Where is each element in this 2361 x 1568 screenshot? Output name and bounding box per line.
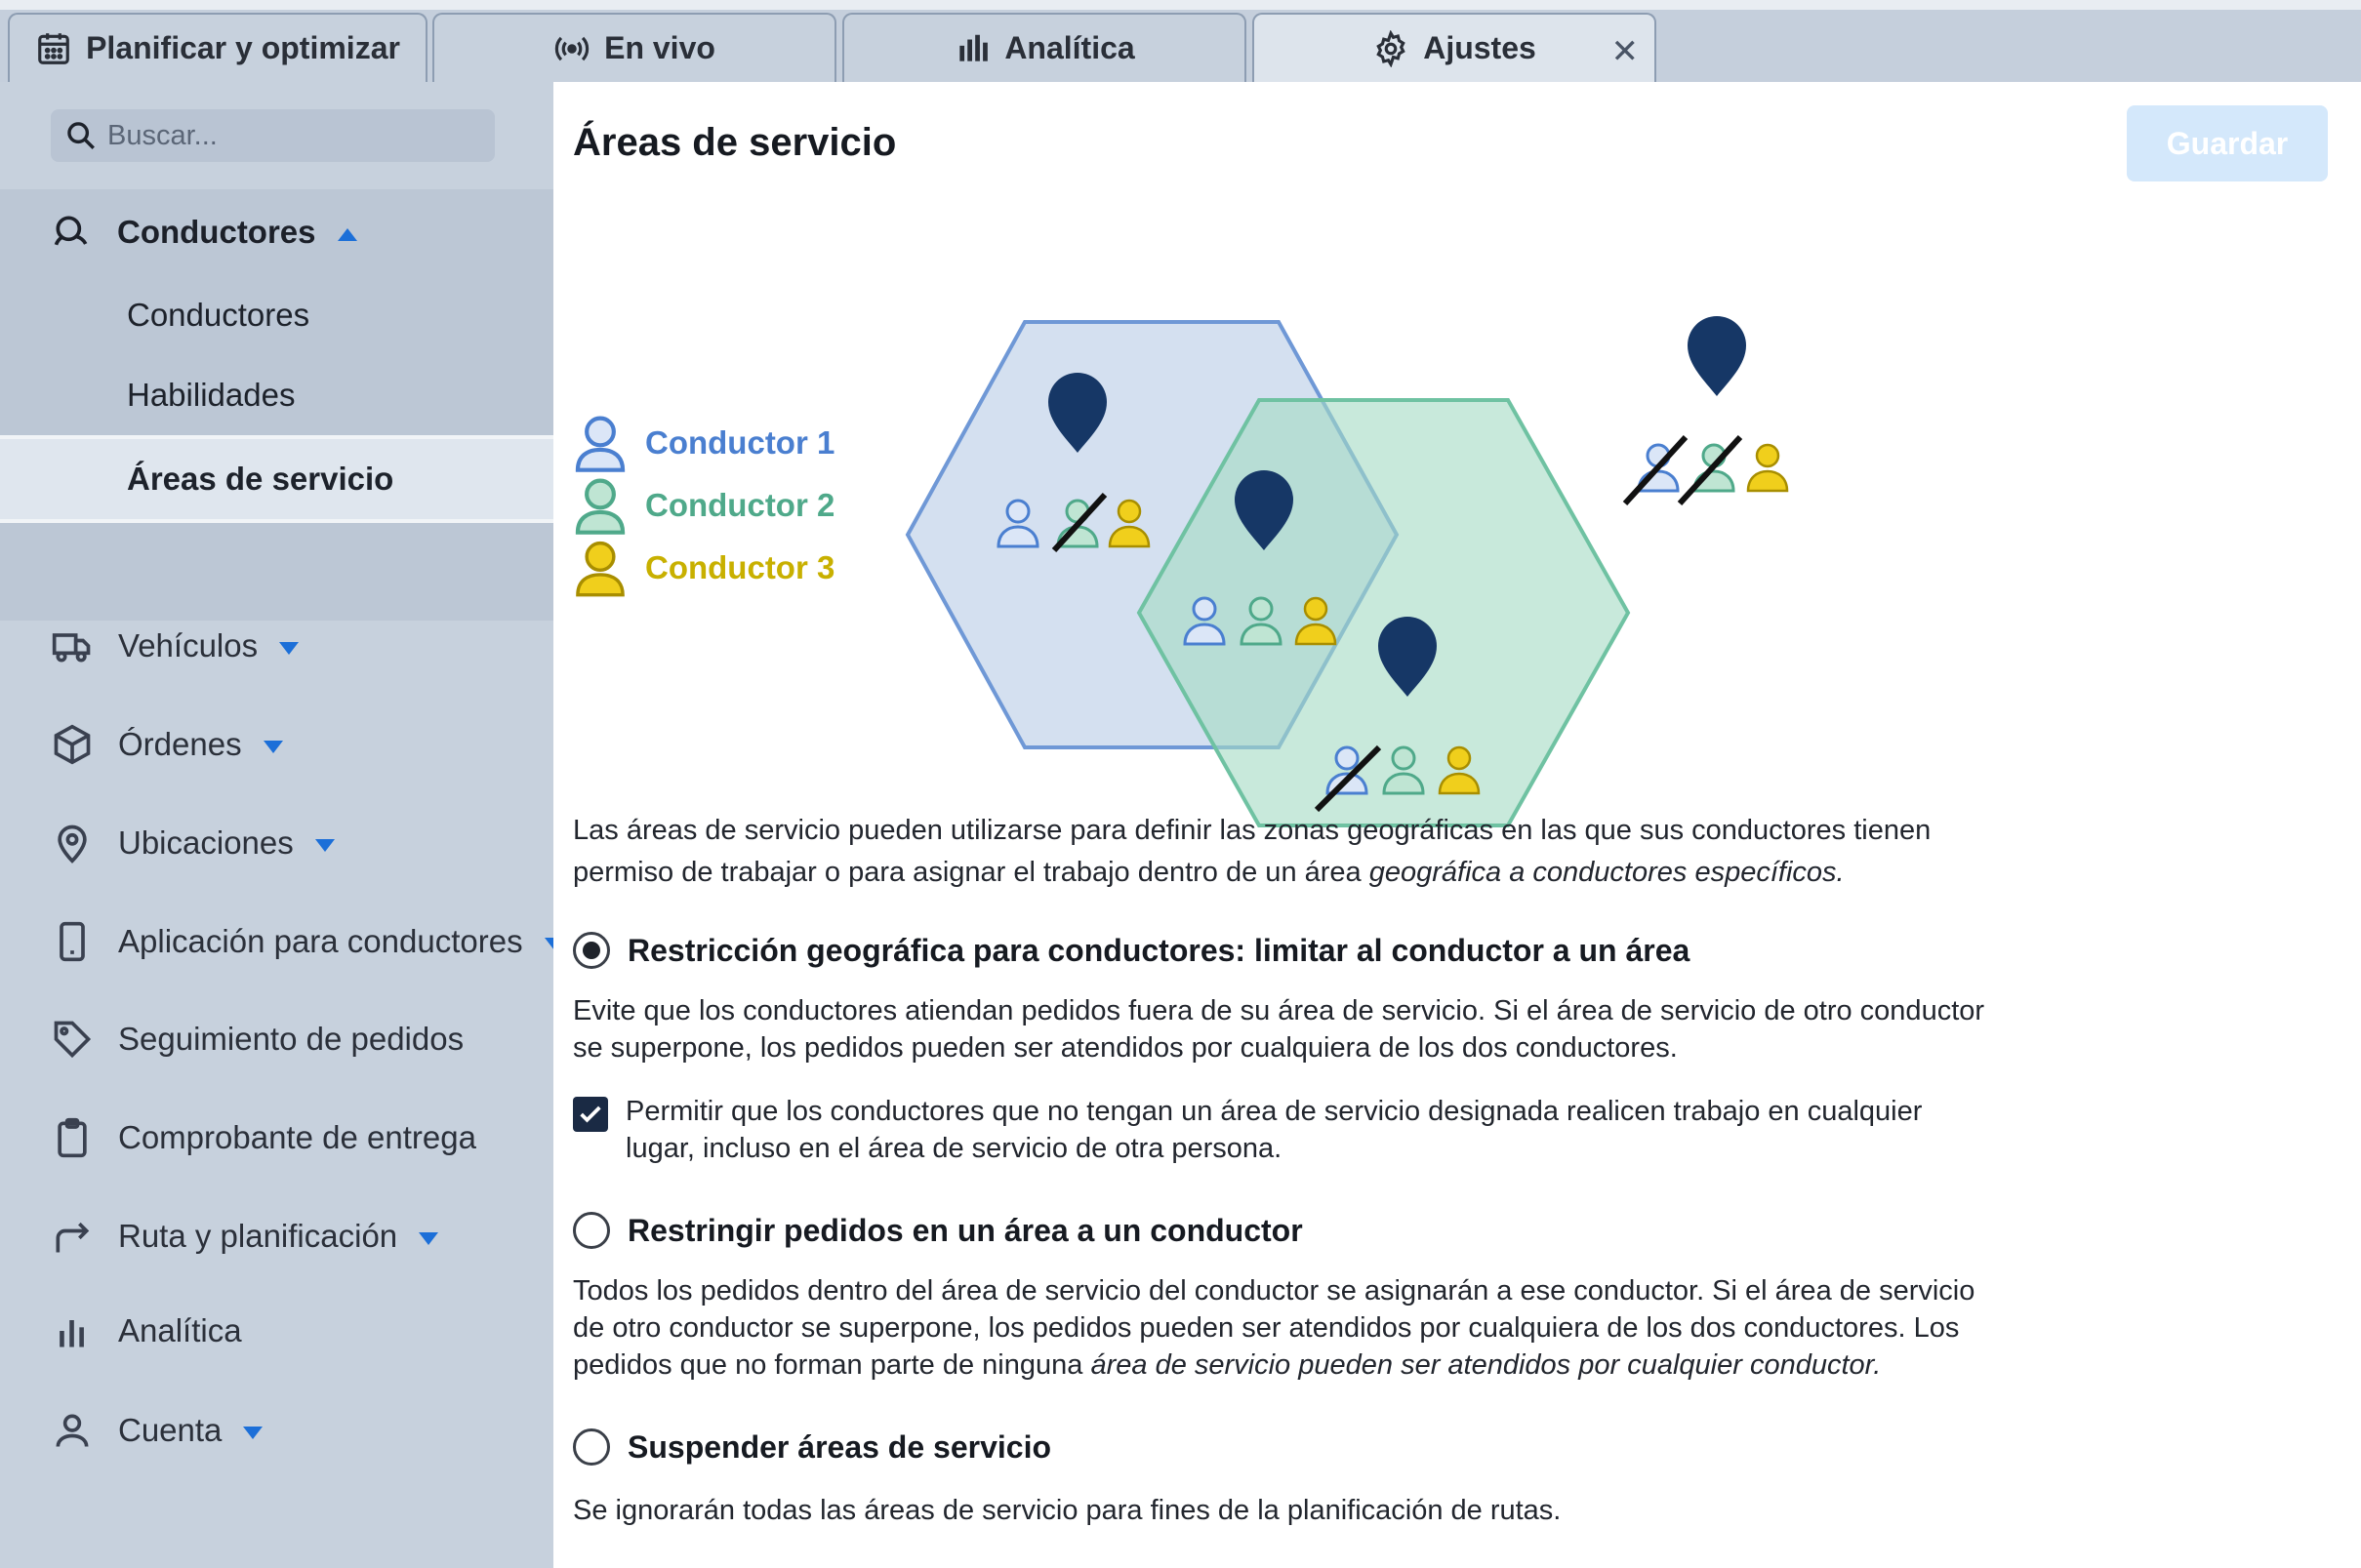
sidebar-item-ruta-planificacion[interactable] xyxy=(0,1197,553,1275)
route-arrow-icon xyxy=(51,1215,94,1258)
page-title: Áreas de servicio xyxy=(573,121,897,164)
sidebar-item-label: Ruta y planificación xyxy=(118,1218,438,1255)
intro-text: Las áreas de servicio pueden utilizarse para definir las zonas geográficas en las que sus conductores tienen permiso de trabajar o para asignar el trabajo dentro de un área geográfica a conductores específicos. xyxy=(573,815,1932,888)
tab-planificar[interactable] xyxy=(8,13,427,82)
search-input[interactable] xyxy=(107,120,478,152)
close-icon[interactable]: ✕ xyxy=(1610,33,1639,70)
map-pin-icon xyxy=(1688,316,1746,396)
sidebar-item-analitica[interactable] xyxy=(0,1292,553,1370)
window-top-strip xyxy=(0,0,2361,10)
person-icon xyxy=(1748,445,1787,491)
legend-label: Conductor 1 xyxy=(645,424,835,461)
sidebar-item-aplicacion-conductores[interactable] xyxy=(0,903,553,981)
chevron-down-icon xyxy=(264,741,283,753)
sidebar-item-label: Aplicación para conductores xyxy=(118,923,564,960)
sidebar-subitem-conductores[interactable] xyxy=(0,275,553,355)
sidebar-item-label: Ubicaciones xyxy=(118,824,335,862)
sidebar-item-seguimiento-pedidos[interactable] xyxy=(0,1000,553,1078)
legend-label: Conductor 2 xyxy=(645,487,835,523)
sidebar-item-ordenes[interactable] xyxy=(0,705,553,784)
tab-label: Planificar y optimizar xyxy=(86,30,400,65)
option-suspender-areas[interactable] xyxy=(573,1428,1051,1466)
drivers-icon xyxy=(51,211,94,254)
sidebar-subitem-label: Áreas de servicio xyxy=(127,461,394,497)
truck-icon xyxy=(51,624,94,667)
sidebar xyxy=(0,82,553,1568)
bar-chart-icon xyxy=(954,30,991,67)
tab-analitica[interactable] xyxy=(842,13,1246,82)
sidebar-subitem-label: Conductores xyxy=(127,297,310,333)
box-icon xyxy=(51,723,94,766)
radio-button[interactable] xyxy=(573,1212,610,1249)
drivers-group xyxy=(0,189,553,621)
tab-bar xyxy=(0,0,2361,82)
tab-ajustes[interactable] xyxy=(1252,13,1656,82)
sidebar-item-label: Cuenta xyxy=(118,1412,263,1449)
location-pin-icon xyxy=(51,822,94,864)
tag-icon xyxy=(51,1018,94,1061)
sidebar-item-label: Órdenes xyxy=(118,726,283,763)
option-description: Todos los pedidos dentro del área de servicio del conductor se asignarán a ese conductor. Si el área de servicio de otro conductor se superpone, los pedidos pueden ser atendidos por cualquiera de los dos conductores. Los pedidos que no forman parte de ninguna área de servicio pueden ser atendidos por cualquier conductor. xyxy=(573,1275,1975,1381)
sidebar-item-ubicaciones[interactable] xyxy=(0,804,553,882)
sidebar-subitem-habilidades[interactable] xyxy=(0,355,553,435)
search-box xyxy=(51,109,495,162)
phone-icon xyxy=(51,920,94,963)
chevron-down-icon xyxy=(419,1232,438,1245)
sidebar-item-label: Seguimiento de pedidos xyxy=(118,1021,465,1057)
bar-chart-icon xyxy=(51,1309,94,1352)
option-restringir-pedidos[interactable] xyxy=(573,1212,1303,1249)
allow-unassigned-checkbox-row[interactable] xyxy=(573,1093,1992,1167)
option-title: Restringir pedidos en un área a un conductor xyxy=(628,1212,1303,1248)
sidebar-subitem-areas-de-servicio[interactable] xyxy=(0,435,553,523)
sidebar-item-comprobante-entrega[interactable] xyxy=(0,1099,553,1177)
radio-button[interactable] xyxy=(573,1428,610,1466)
sidebar-item-label: Comprobante de entrega xyxy=(118,1119,476,1155)
chevron-down-icon xyxy=(279,642,299,655)
main-panel xyxy=(553,82,2361,1568)
search-icon xyxy=(64,119,98,152)
clipboard-icon xyxy=(51,1116,94,1159)
broadcast-icon xyxy=(553,30,590,67)
gear-icon xyxy=(1372,30,1409,67)
tab-label: Ajustes xyxy=(1423,30,1536,65)
tab-label: Analítica xyxy=(1004,30,1135,65)
legend-label: Conductor 3 xyxy=(645,549,835,585)
option-title: Restricción geográfica para conductores: limitar al conductor a un área xyxy=(628,932,1690,968)
checkbox[interactable] xyxy=(573,1097,608,1132)
sidebar-item-cuenta[interactable] xyxy=(0,1391,553,1469)
tab-label: En vivo xyxy=(604,30,715,65)
sidebar-group-label: Conductores xyxy=(117,214,357,251)
calendar-icon xyxy=(35,30,72,67)
chevron-down-icon xyxy=(243,1427,263,1439)
option-title: Suspender áreas de servicio xyxy=(628,1428,1051,1465)
checkmark-icon xyxy=(577,1101,604,1128)
option-description: Evite que los conductores atiendan pedidos fuera de su área de servicio. Si el área de servicio de otro conductor se superpone, los pedidos pueden ser atendidos por cualquiera de los dos conductores. xyxy=(573,995,1985,1064)
user-icon xyxy=(51,1409,94,1452)
option-restriccion-geografica[interactable] xyxy=(573,932,1689,969)
chevron-up-icon xyxy=(338,228,357,241)
chevron-down-icon xyxy=(315,839,335,852)
radio-button[interactable] xyxy=(573,932,610,969)
service-area-illustration xyxy=(553,199,2361,882)
option-description: Se ignorarán todas las áreas de servicio para fines de la planificación de rutas. xyxy=(573,1495,1562,1526)
sidebar-subitem-label: Habilidades xyxy=(127,377,296,413)
sidebar-item-conductores-group[interactable] xyxy=(0,193,553,271)
save-button[interactable]: Guardar xyxy=(2127,105,2328,181)
sidebar-item-vehiculos[interactable] xyxy=(0,607,553,685)
sidebar-item-label: Vehículos xyxy=(118,627,299,664)
checkbox-label: Permitir que los conductores que no tengan un área de servicio designada realicen trabajo en cualquier lugar, incluso en el área de servicio de otra persona. xyxy=(626,1096,1923,1164)
tab-en-vivo[interactable] xyxy=(432,13,836,82)
sidebar-item-label: Analítica xyxy=(118,1312,242,1348)
